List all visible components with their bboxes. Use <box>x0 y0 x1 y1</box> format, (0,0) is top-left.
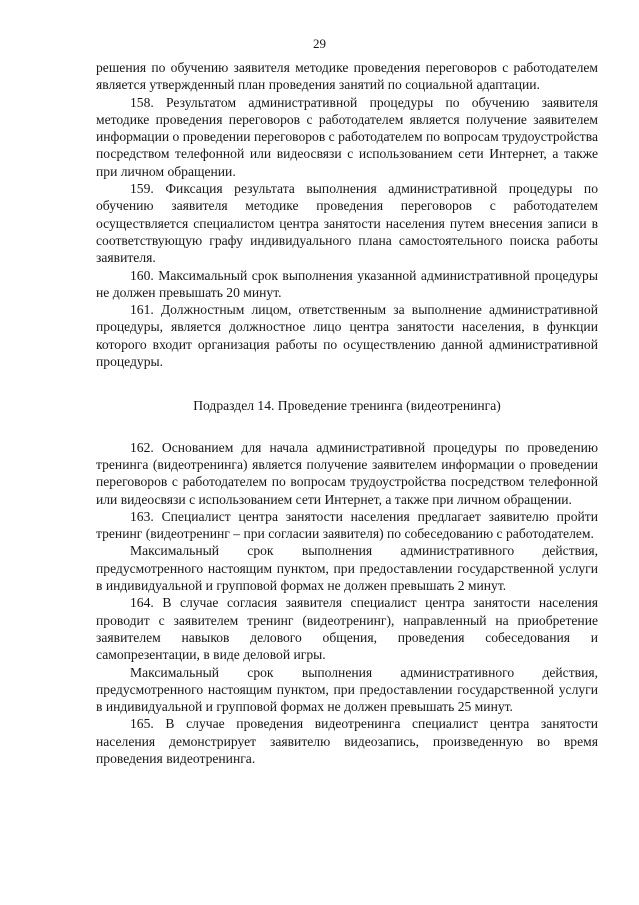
paragraph-157-continuation: решения по обучению заявителя методике проведения переговоров с работодателем является утвержденный план проведения занятий по социальной адаптации. <box>96 60 598 93</box>
subsection-heading: Подраздел 14. Проведение тренинга (видеотренинга) <box>193 398 501 414</box>
paragraph-162: 162. Основанием для начала административной процедуры по проведению тренинга (видеотренинга) является получение заявителем информации о проведении переговоров с работодателем по вопросам трудоустройства посредством телефонной или видеосвязи с использованием сети Интернет, а также при личном обращении. <box>96 439 598 507</box>
paragraph-161: 161. Должностным лицом, ответственным за выполнение административной процедуры, является должностное лицо центра занятости населения, в функции которого входит организация работы по осуществлению данной административной процедуры. <box>96 302 598 370</box>
paragraph-165: 165. В случае проведения видеотренинга специалист центра занятости населения демонстрирует заявителю видеозапись, произведенную во время проведения видеотренинга. <box>96 716 598 766</box>
paragraph-164: 164. В случае согласия заявителя специалист центра занятости населения проводит с заявителем тренинг (видеотренинг), направленный на приобретение заявителем навыков делового общения, проведения собеседования и самопрезентации, в виде деловой игры. <box>96 595 598 663</box>
paragraph-163: 163. Специалист центра занятости населения предлагает заявителю пройти тренинг (видеотренинг – при согласии заявителя) по собеседованию с работодателем. <box>96 508 598 542</box>
document-body <box>96 59 598 767</box>
paragraph-160: 160. Максимальный срок выполнения указанной административной процедуры не должен превышать 20 минут. <box>96 267 598 300</box>
paragraph-164-time-limit: Максимальный срок выполнения административного действия, предусмотренного настоящим пунктом, при предоставлении государственной услуги в индивидуальной и групповой формах не должен превышать 25 минут. <box>96 664 598 715</box>
paragraph-163-time-limit: Максимальный срок выполнения административного действия, предусмотренного настоящим пунктом, при предоставлении государственной услуги в индивидуальной и групповой формах не должен превышать 2 минут. <box>96 543 598 594</box>
page-number: 29 <box>313 36 326 51</box>
paragraph-158: 158. Результатом административной процедуры по обучению заявителя методике проведения переговоров с работодателем является получение заявителем информации о проведении переговоров с работодателем по вопросам трудоустройства посредством телефонной или видеосвязи с использованием сети Интернет, а также при личном обращении. <box>96 94 598 179</box>
paragraph-159: 159. Фиксация результата выполнения административной процедуры по обучению заявителя методике проведения переговоров с работодателем осуществляется специалистом центра занятости населения путем внесения записи в соответствующую графу индивидуального плана самостоятельного поиска работы заявителя. <box>96 181 598 266</box>
